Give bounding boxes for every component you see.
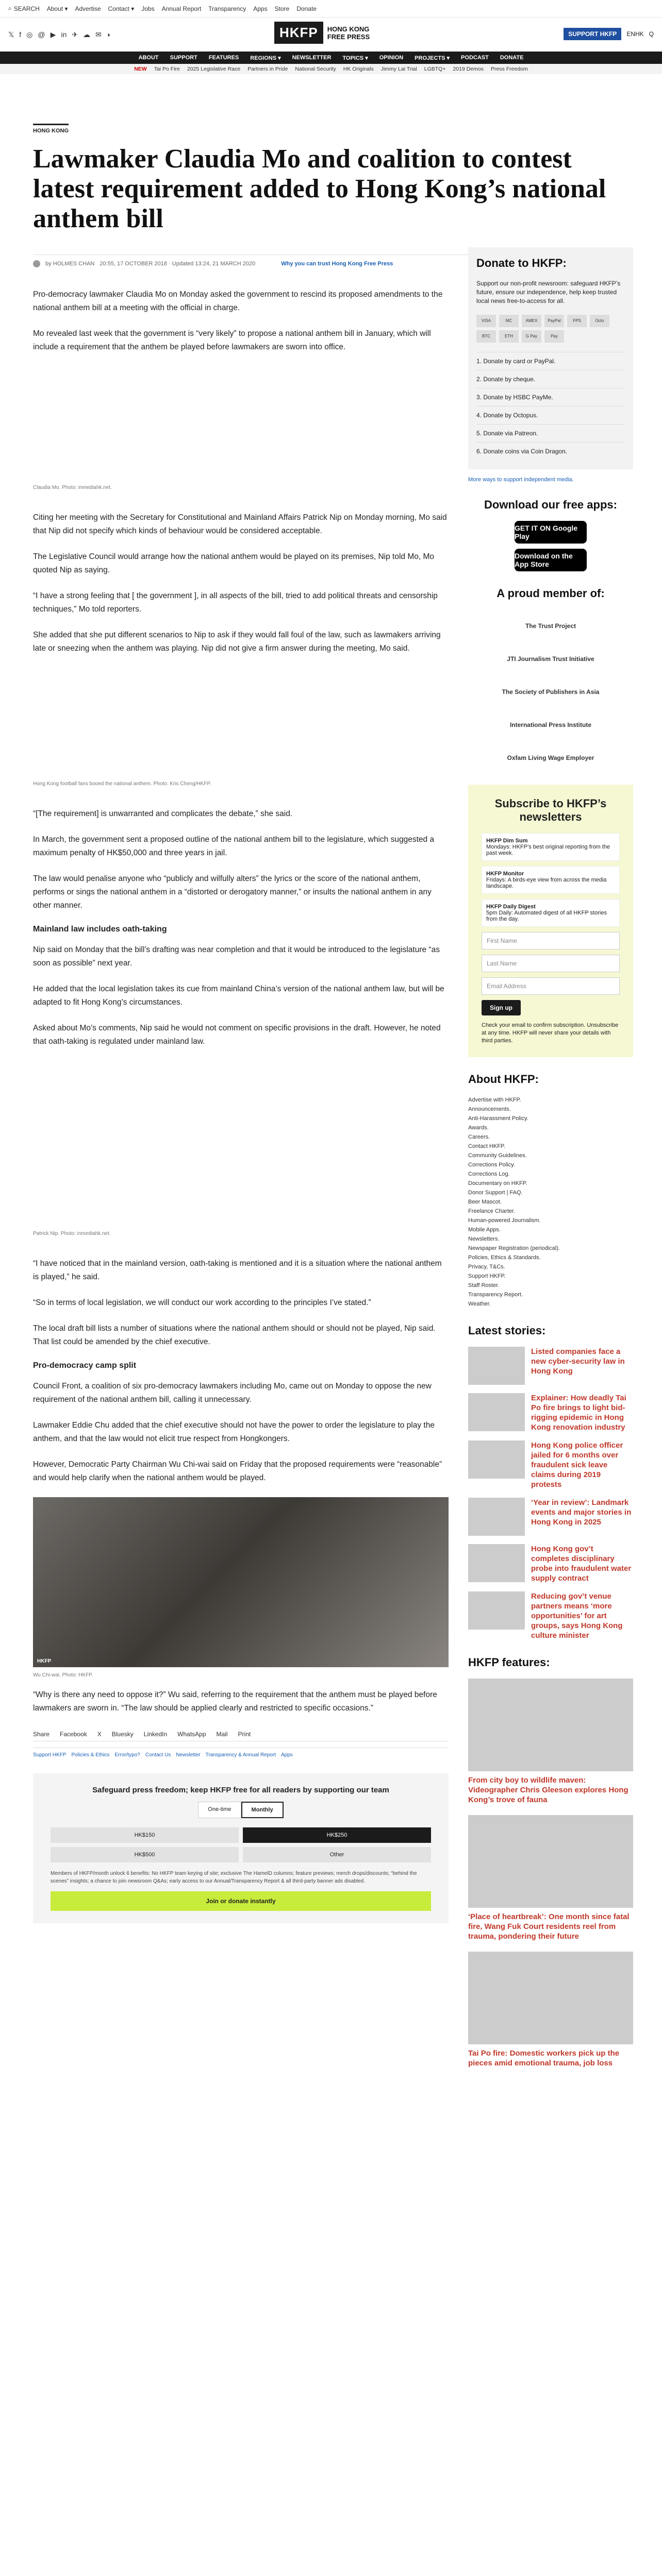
category-label[interactable]: HONG KONG [33, 124, 69, 134]
about-link[interactable]: Anti-Harassment Policy. [468, 1115, 528, 1122]
fps-icon: FPS [567, 315, 587, 327]
new-badge: NEW [134, 66, 147, 72]
story-thumbnail [468, 1440, 525, 1479]
about-link[interactable]: Beer Mascot. [468, 1199, 502, 1205]
donate-box [468, 247, 633, 469]
image-caption: Claudia Mo. Photo: inmediahk.net. [33, 485, 112, 490]
paragraph: The local draft bill lists a number of situations where the national anthem should or should not be played, Nip said. That list could be amended by the chief executive. [33, 1324, 436, 1346]
amount-option-selected[interactable]: HK$250 [243, 1827, 431, 1843]
trending-nav [0, 64, 662, 74]
sidebar [468, 247, 633, 2078]
linkedin-icon[interactable]: in [61, 30, 67, 39]
membership-note: Members of HKFP/month unlock 6 benefits: No HKFP team keying of site; exclusive The HamelD columns; feature previews; merch drops/discounts; “behind the scenes” insights; a chance to join newsroom Q&As; early access to our Annual/Transparency Report & all third-party banner ads disabled. [51, 1871, 417, 1884]
newsletter-option[interactable]: HKFP Dim Sum Mondays: HKFP’s best original reporting from the past week. [482, 833, 620, 861]
paragraph: The law would penalise anyone who “publicly and wilfully alters” the lyrics or the score of the national anthem, performs or sings the national anthem in a “distorted or derogatory manner,” or insults the national anthem in any other manner. [33, 874, 432, 910]
about-link[interactable]: Careers. [468, 1134, 490, 1140]
contact-menu[interactable]: Contact ▾ [108, 5, 135, 12]
paragraph: In March, the government sent a proposed outline of the national anthem bill to the legislature, which suggested a maximum penalty of HK$50,000 and three years in jail. [33, 835, 435, 857]
donate-widget [33, 1773, 449, 1923]
about-link[interactable]: Advertise with HKFP. [468, 1097, 521, 1103]
paragraph: Pro-democracy lawmaker Claudia Mo on Monday asked the government to rescind its proposed amendments to the national anthem bill at a meeting with the official in charge. [33, 290, 443, 312]
annual-report-link[interactable]: Annual Report [161, 5, 202, 12]
paragraph: Nip said on Monday that the bill’s drafting was near completion and that it would be introduced to the legislature “as soon as possible” next year. [33, 945, 440, 968]
story-thumbnail [468, 1591, 525, 1630]
feature-story[interactable]: From city boy to wildlife maven: Videographer Chris Gleeson explores Hong Kong’s trove of fauna [468, 1679, 633, 1805]
paragraph: “I have a strong feeling that [ the government ], in all aspects of the bill, tried to add political threats and censorship techniques,” Mo told reporters. [33, 591, 438, 614]
trending-item[interactable]: Jimmy Lai Trial [380, 66, 417, 72]
nav-topics[interactable]: TOPICS ▾ [342, 55, 368, 61]
latest-story[interactable]: Reducing gov’t venue partners means ‘more opportunities’ for art groups, says Hong Kong culture minister [468, 1591, 633, 1640]
about-link[interactable]: Documentary on HKFP. [468, 1180, 527, 1187]
about-link[interactable]: Donor Support | FAQ. [468, 1190, 523, 1196]
payment-icons [476, 315, 625, 343]
paragraph: Lawmaker Eddie Chu added that the chief executive should not have the power to order the legislature to play the anthem, and that the law would not elicit true respect from Hongkongers. [33, 1421, 435, 1443]
support-links [33, 1748, 449, 1758]
paragraph: Citing her meeting with the Secretary for Constitutional and Mainland Affairs Patrick Nip on Monday morning, Mo said that Nip did not specify which kinds of behaviour would be considered acceptable. [33, 513, 447, 535]
about-link[interactable]: Support HKFP. [468, 1273, 506, 1279]
story-thumbnail [468, 1498, 525, 1536]
paragraph: She added that she put different scenarios to Nip to ask if they would fall foul of the law, such as lawmakers arriving late or sneezing when the anthem was playing. Nip did not give a firm answer during the meeting, Mo said. [33, 631, 441, 653]
main-nav [0, 52, 662, 64]
x-icon[interactable]: 𝕏 [8, 30, 14, 39]
latest-story[interactable]: Hong Kong police officer jailed for 6 months over fraudulent sick leave claims during 2019 protests [468, 1440, 633, 1489]
search-icon[interactable]: Q [649, 30, 654, 38]
about-link[interactable]: Announcements. [468, 1106, 511, 1112]
jobs-link[interactable]: Jobs [141, 5, 155, 12]
support-link[interactable]: Newsletter [176, 1752, 201, 1758]
share-linkedin[interactable]: LinkedIn [143, 1731, 168, 1738]
social-links [8, 30, 111, 39]
donate-title: Donate to HKFP: [476, 257, 567, 269]
nav-regions[interactable]: REGIONS ▾ [250, 55, 281, 61]
support-hkfp-button[interactable]: SUPPORT HKFP [564, 28, 621, 40]
rss-icon[interactable]: ◗ [106, 30, 111, 39]
paragraph: Mo revealed last week that the government is “very likely” to propose a national anthem bill in January, which will include a requirement that the anthem be played before lawmakers are sworn into office. [33, 329, 431, 351]
advertise-link[interactable]: Advertise [75, 5, 101, 12]
nav-podcast[interactable]: PODCAST [461, 55, 489, 61]
nav-projects[interactable]: PROJECTS ▾ [415, 55, 450, 61]
share-mail[interactable]: Mail [216, 1731, 228, 1738]
image-caption: Patrick Nip. Photo: inmediahk.net. [33, 1231, 111, 1236]
donate-methods [476, 352, 625, 460]
monthly-option[interactable]: Monthly [241, 1802, 284, 1818]
instagram-icon[interactable]: ◎ [26, 30, 33, 39]
newsletter-option[interactable]: HKFP Monitor Fridays: A birds-eye view from across the media landscape. [482, 866, 620, 894]
nav-donate[interactable]: DONATE [500, 55, 524, 61]
paragraph: The Legislative Council would arrange how the national anthem would be played on its premises, Nip told Mo, Mo quoted Nip as saying. [33, 552, 435, 574]
about-link[interactable]: Awards. [468, 1125, 489, 1131]
article-image [33, 668, 449, 776]
share-bar [33, 1727, 449, 1741]
story-thumbnail [468, 1393, 525, 1431]
gpay-icon: G Pay [522, 330, 541, 343]
newsletter-note: Check your email to confirm subscription. Unsubscribe at any time. HKFP will never share your details with third parties. [482, 1022, 619, 1044]
site-logo[interactable] [274, 22, 370, 44]
support-link[interactable]: Support HKFP [33, 1752, 67, 1758]
feature-story[interactable]: Tai Po fire: Domestic workers pick up the pieces amid emotional trauma, job loss [468, 1952, 633, 2068]
about-link[interactable]: Weather. [468, 1301, 491, 1307]
trust-link[interactable]: Why you can trust Hong Kong Free Press [281, 261, 393, 267]
donate-method[interactable]: 4. Donate by Octopus. [476, 406, 625, 424]
apps-heading: Download our free apps: [484, 498, 617, 511]
donate-method[interactable]: 6. Donate coins via Coin Dragon. [476, 442, 625, 460]
about-heading: About HKFP: [468, 1073, 539, 1086]
about-link[interactable]: Corrections Log. [468, 1171, 510, 1177]
telegram-icon[interactable]: ✈ [72, 30, 78, 39]
nav-about[interactable]: ABOUT [138, 55, 159, 61]
story-thumbnail [468, 1347, 525, 1385]
paragraph: Asked about Mo’s comments, Nip said he would not comment on specific provisions in the draft. However, he noted that oath-taking is regulated under mainland law. [33, 1024, 441, 1046]
google-play-button[interactable]: GET IT ON Google Play [515, 521, 587, 544]
feature-thumbnail [468, 1679, 633, 1771]
top-utility-bar [0, 0, 662, 18]
nav-newsletter[interactable]: NEWSLETTER [292, 55, 332, 61]
share-label: Share [33, 1731, 50, 1738]
app-store-button[interactable]: Download on the App Store [515, 549, 587, 571]
ethereum-icon: ETH [499, 330, 519, 343]
trending-item[interactable]: 2025 Legislative Race [187, 66, 241, 72]
share-whatsapp[interactable]: WhatsApp [177, 1731, 206, 1738]
paragraph: “Why is there any need to oppose it?” Wu said, referring to the requirement that the anthem must be played before lawmakers are sworn in. “The law should be applied clearly and restricted to specific occasions.” [33, 1690, 437, 1713]
paragraph: Council Front, a coalition of six pro-democracy lawmakers including Mo, came out on Monday to oppose the new requirement of the national anthem bill, calling it unnecessary. [33, 1382, 432, 1404]
nav-features[interactable]: FEATURES [208, 55, 239, 61]
paypal-icon: PayPal [544, 315, 564, 327]
more-ways-link[interactable]: More ways to support independent media. [468, 477, 574, 483]
youtube-icon[interactable]: ▶ [50, 30, 56, 39]
amount-option[interactable]: HK$500 [51, 1847, 239, 1862]
section-heading: Pro-democracy camp split [33, 1361, 137, 1370]
donate-heading: Safeguard press freedom; keep HKFP free for all readers by supporting our team [92, 1786, 389, 1794]
share-x[interactable]: X [97, 1731, 102, 1738]
about-link[interactable]: Corrections Policy. [468, 1162, 515, 1168]
member-logo[interactable]: The Society of Publishers in Asia [502, 688, 600, 696]
bitcoin-icon: BTC [476, 330, 496, 343]
image-caption: Hong Kong football fans booed the national anthem. Photo: Kris Cheng/HKFP. [33, 781, 211, 787]
latest-story[interactable]: Listed companies face a new cyber-security law in Hong Kong [468, 1347, 633, 1385]
image-caption: Wu Chi-wai. Photo: HKFP. [33, 1672, 93, 1678]
one-time-option[interactable]: One-time [198, 1802, 241, 1818]
amount-options [51, 1827, 431, 1862]
logo-mark: HKFP [274, 22, 323, 44]
paragraph: However, Democratic Party Chairman Wu Chi-wai said on Friday that the proposed requirements were “reasonable” and would help clarify when the national anthem would be played. [33, 1460, 442, 1482]
logo-text: HONG KONG FREE PRESS [327, 25, 370, 41]
brand-bar [0, 18, 662, 52]
amount-option[interactable]: Other [243, 1847, 431, 1862]
features-heading: HKFP features: [468, 1656, 550, 1669]
newsletter-box [468, 785, 633, 1057]
article-photo [33, 1497, 449, 1667]
trending-item[interactable]: Partners in Pride [247, 66, 288, 72]
about-link[interactable]: Staff Roster. [468, 1282, 500, 1289]
member-logo[interactable]: International Press Institute [509, 721, 592, 728]
trending-item[interactable]: LGBTQ+ [424, 66, 446, 72]
story-thumbnail [468, 1544, 525, 1582]
member-logo[interactable]: JTI Journalism Trust Initiative [507, 655, 594, 663]
support-link[interactable]: Transparency & Annual Report [205, 1752, 276, 1758]
publish-date: 20:55, 17 OCTOBER 2018 · Updated 13:24, 21 MARCH 2020 [100, 261, 256, 267]
paragraph: “[The requirement] is unwarranted and complicates the debate,” she said. [33, 809, 293, 818]
avatar [33, 260, 40, 267]
search-icon: ⌕ [8, 5, 12, 12]
trending-item[interactable]: 2019 Demos [453, 66, 484, 72]
member-logo[interactable]: The Trust Project [525, 622, 576, 630]
feature-thumbnail [468, 1952, 633, 2044]
amount-option[interactable]: HK$150 [51, 1827, 239, 1843]
about-link[interactable]: Policies, Ethics & Standards. [468, 1255, 541, 1261]
trending-item[interactable]: National Security [295, 66, 336, 72]
about-menu[interactable]: About ▾ [46, 5, 68, 12]
transparency-link[interactable]: Transparency [208, 5, 246, 12]
visa-icon: VISA [476, 315, 496, 327]
trending-item[interactable]: HK Originals [343, 66, 374, 72]
about-link[interactable]: Newspaper Registration (periodical). [468, 1245, 560, 1251]
latest-story[interactable]: ‘Year in review’: Landmark events and major stories in Hong Kong in 2025 [468, 1498, 633, 1536]
feature-thumbnail [468, 1815, 633, 1908]
latest-heading: Latest stories: [468, 1324, 546, 1337]
support-link[interactable]: Policies & Ethics [71, 1752, 110, 1758]
support-link[interactable]: Error/typo? [114, 1752, 140, 1758]
about-link[interactable]: Transparency Report. [468, 1292, 523, 1298]
article-title: Lawmaker Claudia Mo and coalition to contest latest requirement added to Hong Kong’s national anthem bill [33, 144, 606, 233]
mail-icon[interactable]: ✉ [95, 30, 102, 39]
share-print[interactable]: Print [238, 1731, 251, 1738]
about-link[interactable]: Community Guidelines. [468, 1153, 527, 1159]
nav-opinion[interactable]: OPINION [379, 55, 404, 61]
newsletter-option[interactable]: HKFP Daily Digest 5pm Daily: Automated digest of all HKFP stories from the day. [482, 899, 620, 927]
support-link[interactable]: Apps [280, 1752, 293, 1758]
latest-story[interactable]: Hong Kong gov’t completes disciplinary probe into fraudulent water supply contract [468, 1544, 633, 1583]
about-link[interactable]: Freelance Charter. [468, 1208, 516, 1214]
donate-method[interactable]: 5. Donate via Patreon. [476, 424, 625, 442]
support-link[interactable]: Contact Us [145, 1752, 171, 1758]
threads-icon[interactable]: @ [38, 30, 45, 39]
email-input[interactable]: Email Address [482, 977, 620, 995]
first-name-input[interactable]: First Name [482, 932, 620, 950]
donate-link[interactable]: Donate [296, 5, 317, 12]
about-link[interactable]: Newsletters. [468, 1236, 500, 1242]
paragraph: He added that the local legislation takes its cue from mainland China’s version of the national anthem law, but will be adapted to fit Hong Kong’s circumstances. [33, 985, 444, 1007]
share-bluesky[interactable]: Bluesky [111, 1731, 134, 1738]
applepay-icon: Pay [544, 330, 564, 343]
share-facebook[interactable]: Facebook [60, 1731, 87, 1738]
bluesky-icon[interactable]: ☁ [83, 30, 91, 39]
about-link[interactable]: Human-powered Journalism. [468, 1217, 541, 1224]
about-link[interactable]: Privacy, T&Cs. [468, 1264, 505, 1270]
member-logo[interactable]: Oxfam Living Wage Employer [507, 754, 594, 761]
apps-link[interactable]: Apps [253, 5, 268, 12]
brand-actions [564, 28, 654, 40]
paragraph: “So in terms of local legislation, we will conduct our work according to the principles I’ve stated.” [33, 1298, 371, 1307]
article-image [33, 366, 449, 480]
trending-item[interactable]: Press Freedom [491, 66, 528, 72]
article-image [33, 1061, 449, 1226]
paragraph: “I have noticed that in the mainland version, oath-taking is mentioned and it is a situation where the national anthem is played,” he said. [33, 1259, 442, 1281]
join-button[interactable]: Join or donate instantly [51, 1891, 431, 1911]
amex-icon: AMEX [522, 315, 541, 327]
photo-watermark: HKFP [37, 1658, 52, 1664]
member-heading: A proud member of: [496, 587, 605, 600]
section-heading: Mainland law includes oath-taking [33, 925, 167, 934]
donate-method[interactable]: 3. Donate by HSBC PayMe. [476, 388, 625, 406]
article-body [33, 288, 449, 1715]
about-links [468, 1095, 633, 1309]
octopus-icon: Octo [590, 315, 609, 327]
signup-button[interactable]: Sign up [482, 1000, 521, 1015]
donate-method[interactable]: 1. Donate by card or PayPal. [476, 352, 625, 370]
frequency-toggle [51, 1802, 431, 1818]
donate-text: Support our non-profit newsroom: safeguard HKFP’s future, ensure our independence, help keep trusted local news free-to-access for all. [476, 280, 621, 304]
language-switch[interactable]: ENHK [626, 30, 644, 38]
nav-support[interactable]: SUPPORT [170, 55, 197, 61]
store-link[interactable]: Store [274, 5, 290, 12]
facebook-icon[interactable]: f [19, 30, 22, 39]
last-name-input[interactable]: Last Name [482, 955, 620, 972]
trending-item[interactable]: Tai Po Fire [154, 66, 180, 72]
donate-method[interactable]: 2. Donate by cheque. [476, 370, 625, 388]
about-link[interactable]: Mobile Apps. [468, 1227, 501, 1233]
search-link[interactable]: ⌕ SEARCH [8, 5, 40, 12]
latest-story[interactable]: Explainer: How deadly Tai Po fire brings to light bid-rigging epidemic in Hong Kong renovation industry [468, 1393, 633, 1432]
mastercard-icon: MC [499, 315, 519, 327]
feature-story[interactable]: ‘Place of heartbreak’: One month since fatal fire, Wang Fuk Court residents reel from trauma, pondering their future [468, 1815, 633, 1941]
about-link[interactable]: Contact HKFP. [468, 1143, 505, 1149]
newsletter-heading: Subscribe to HKFP’s newsletters [494, 797, 607, 823]
author-name[interactable]: by HOLMES CHAN [45, 261, 95, 267]
